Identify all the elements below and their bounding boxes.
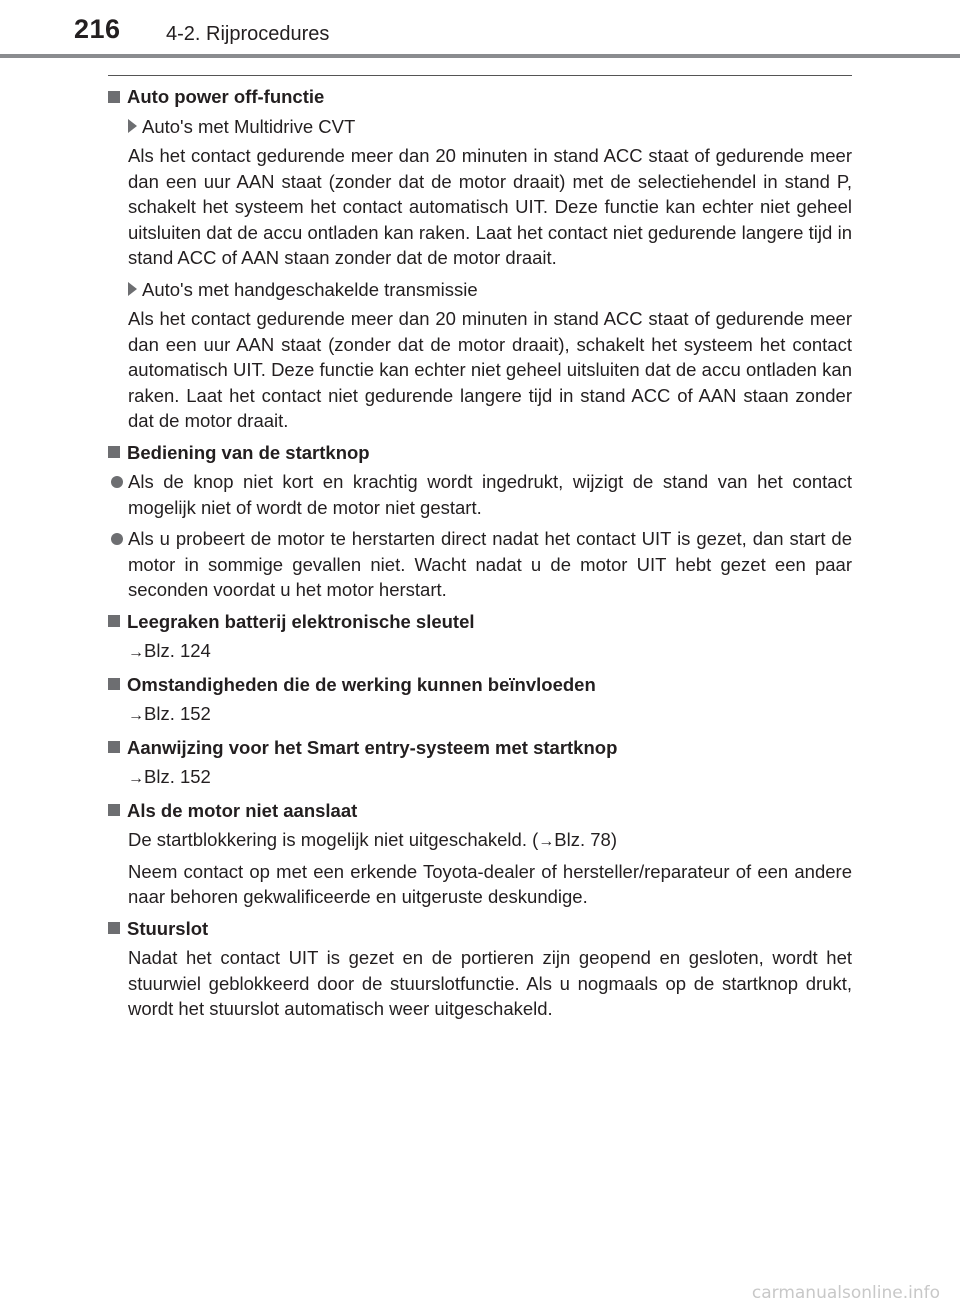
square-bullet-icon [108,741,120,753]
arrow-right-icon: → [128,707,144,724]
paragraph: Als het contact gedurende meer dan 20 minuten in stand ACC staat of gedurende meer dan een uur AAN staat (zonder dat de motor draait), schakelt het systeem het contact automatisch UIT. Deze functie kan echter niet geheel uitsluiten dat de accu ontladen kan raken. Laat het contact niet gedurende langere tijd in stand ACC of AAN staan zonder dat de motor draait. [128,308,852,431]
heading-text: Stuurslot [127,917,209,939]
circle-bullet-icon [111,476,123,488]
square-bullet-icon [108,91,120,103]
arrow-right-icon: → [538,833,555,850]
paragraph-text: De startblokkering is mogelijk niet uitgeschakeld. ( [128,829,539,850]
section-omstandigheden [108,672,852,729]
section-aanwijzing [108,735,852,792]
subheading-text: Auto's met handgeschakelde transmissie [142,278,478,300]
section-auto-power [108,84,852,434]
square-bullet-icon [108,804,120,816]
list-item-text: Als de knop niet kort en krachtig wordt ingedrukt, wijzigt de stand van het contact mogelijk niet of wordt de motor niet gestart. [128,471,852,518]
list-item [111,526,852,603]
page-reference [128,701,852,729]
section-stuurslot [108,916,852,1022]
section-bediening [108,440,852,603]
arrow-right-icon: → [128,644,144,661]
paragraph [128,827,852,855]
page-reference [128,638,852,666]
subheading [128,277,852,303]
reference-link: Blz. 152 [144,703,211,724]
square-bullet-icon [108,446,120,458]
page-number: 216 [74,14,121,44]
page-content [108,84,852,1028]
content-divider [108,75,852,76]
reference-link: Blz. 152 [144,766,211,787]
square-bullet-icon [108,922,120,934]
arrow-right-icon: → [128,770,144,787]
header-rule [0,54,960,58]
paragraph: Als het contact gedurende meer dan 20 minuten in stand ACC staat of gedurende meer dan een uur AAN staat (zonder dat de motor draait) met de selectiehendel in stand P, schakelt het systeem het contact automatisch UIT. Deze functie kan echter niet geheel uitsluiten dat de accu ontladen kan raken. Laat het contact niet gedurende langere tijd in stand ACC of AAN staan zonder dat de motor draait. [128,145,852,268]
list-item-text: Als u probeert de motor te herstarten direct nadat het contact UIT is gezet, dan start de motor in sommige gevallen niet. Wacht nadat u de motor UIT hebt gezet een paar seconden voordat u het motor herstart. [128,528,852,600]
circle-bullet-icon [111,533,123,545]
square-bullet-icon [108,678,120,690]
section-heading [108,798,852,824]
section-title: 4-2. Rijprocedures [166,23,330,45]
triangle-right-icon [128,119,137,133]
heading-text: Aanwijzing voor het Smart entry-systeem met startknop [127,736,618,758]
triangle-right-icon [128,282,137,296]
section-heading [108,609,852,635]
heading-text: Leegraken batterij elektronische sleutel [127,610,475,632]
section-heading [108,440,852,466]
subheading-text: Auto's met Multidrive CVT [142,115,356,137]
reference-link: Blz. 78) [554,829,617,850]
paragraph: Nadat het contact UIT is gezet en de portieren zijn geopend en gesloten, wordt het stuurwiel geblokkeerd door de stuurslotfunctie. Als u nogmaals op de startknop drukt, wordt het stuurslot automatisch weer uitgeschakeld. [128,947,852,1019]
heading-text: Auto power off-functie [127,86,325,107]
square-bullet-icon [108,615,120,627]
section-heading [108,735,852,761]
section-motor-niet [108,798,852,910]
watermark: carmanualsonline.info [751,1283,940,1303]
heading-text: Bediening van de startknop [127,441,370,463]
section-leegraken [108,609,852,666]
paragraph: Neem contact op met een erkende Toyota-dealer of hersteller/reparateur of een andere naar behoren gekwalificeerde en uitgeruste deskundige. [128,860,852,907]
section-heading [108,916,852,942]
page-header [0,0,960,62]
section-heading [108,672,852,698]
heading-text: Als de motor niet aanslaat [127,799,358,821]
list-item [111,469,852,520]
heading-text: Omstandigheden die de werking kunnen beïnvloeden [127,673,596,695]
section-heading [108,84,852,110]
reference-link: Blz. 124 [144,640,211,661]
page-reference [128,764,852,792]
subheading [128,114,852,140]
